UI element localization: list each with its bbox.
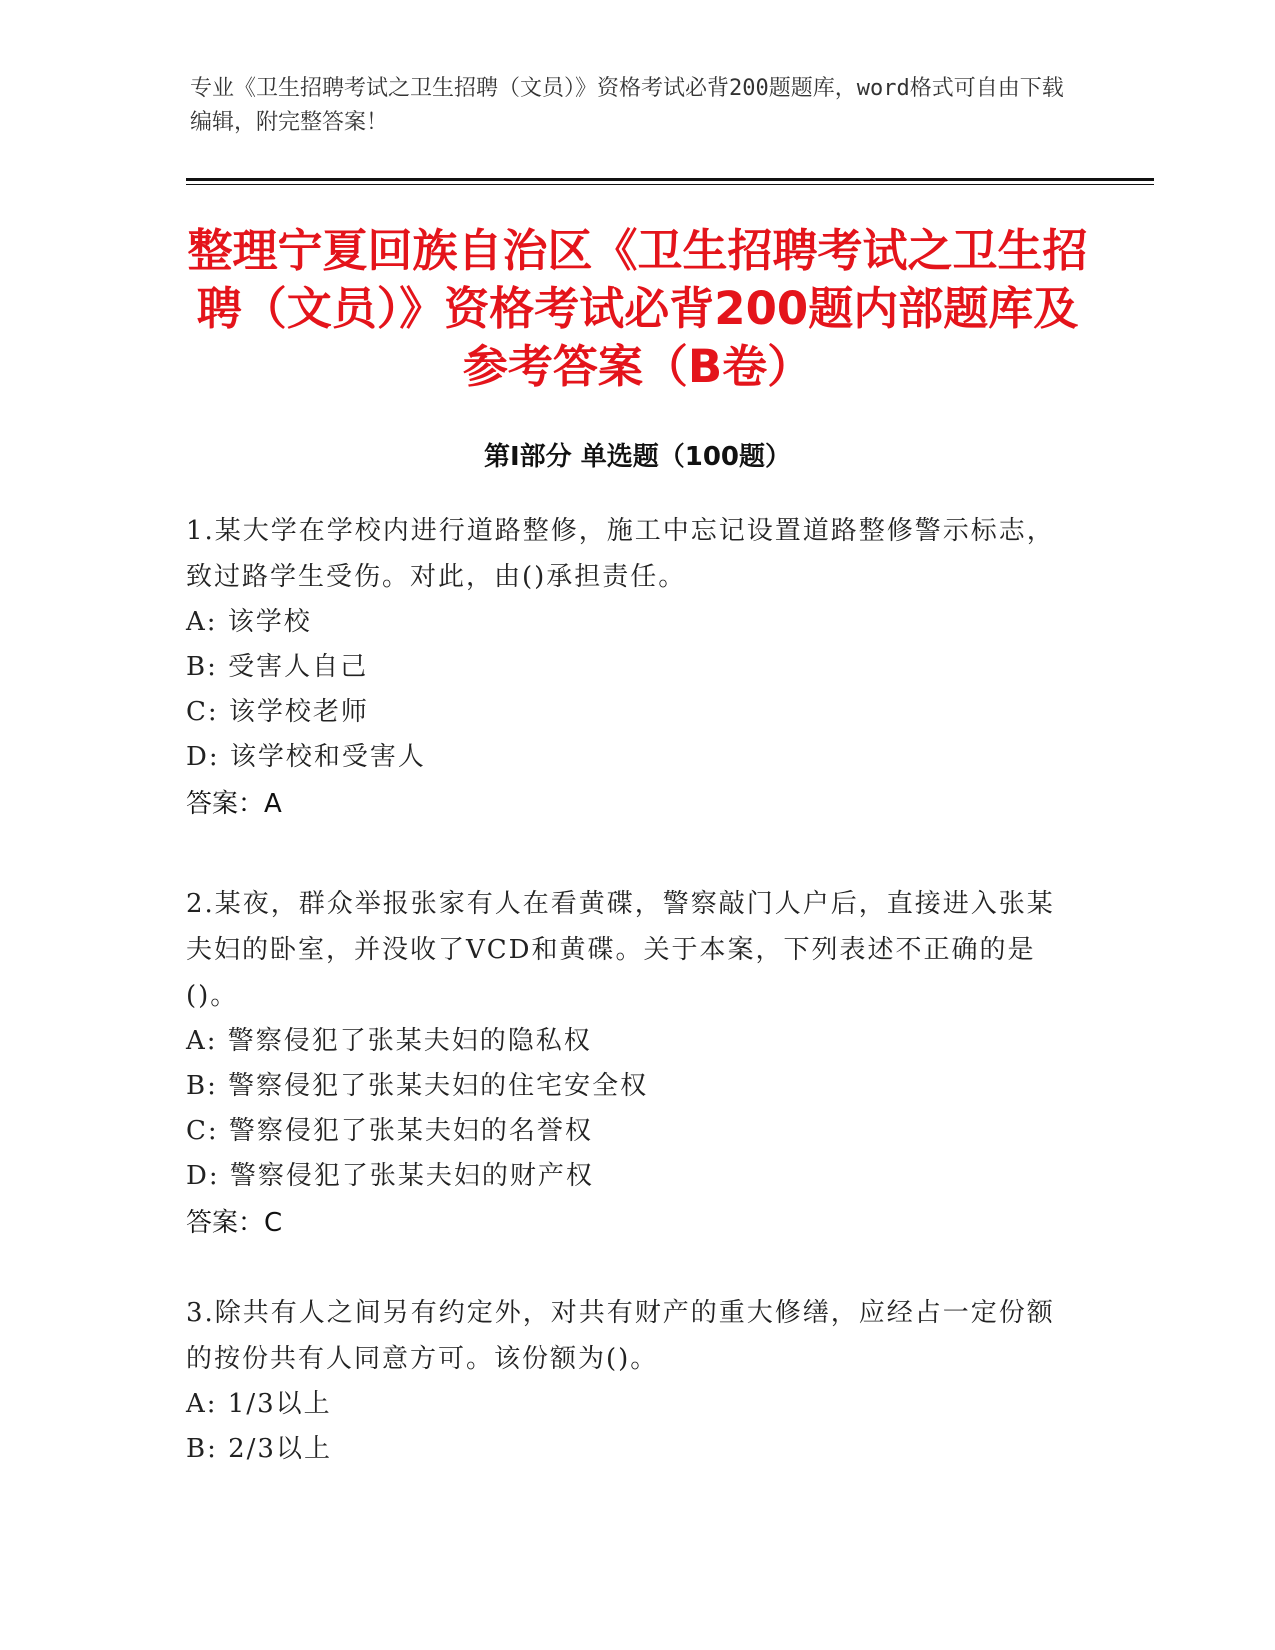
option-a: A: 该学校 — [186, 607, 312, 637]
option-b: B: 2/3以上 — [186, 1434, 332, 1464]
answer: 答案：C — [186, 1208, 283, 1238]
question-stem: 3.除共有人之间另有约定外，对共有财产的重大修缮，应经占一定份额的按份共有人同意方可。该份额为()。 — [186, 1298, 1055, 1374]
question-stem: 2.某夜，群众举报张家有人在看黄碟，警察敲门人户后，直接进入张某夫妇的卧室，并没收了VCD和黄碟。关于本案，下列表述不正确的是()。 — [186, 889, 1055, 1011]
option-d: D: 警察侵犯了张某夫妇的财产权 — [186, 1161, 594, 1191]
header-divider-thick — [186, 178, 1154, 181]
document-title: 整理宁夏回族自治区《卫生招聘考试之卫生招聘（文员）》资格考试必背200题内部题库及参考答案（B卷） — [187, 224, 1088, 393]
option-b: B: 受害人自己 — [186, 652, 369, 682]
question-1 — [186, 508, 1066, 828]
option-a: A: 警察侵犯了张某夫妇的隐私权 — [186, 1026, 592, 1056]
option-b: B: 警察侵犯了张某夫妇的住宅安全权 — [186, 1071, 649, 1101]
question-stem: 1.某大学在学校内进行道路整修，施工中忘记设置道路整修警示标志，致过路学生受伤。对此，由()承担责任。 — [186, 516, 1055, 592]
section-title: 第Ⅰ部分 单选题（100题） — [484, 442, 791, 472]
option-a: A: 1/3以上 — [186, 1389, 332, 1419]
question-3 — [186, 1290, 1066, 1472]
header-note: 专业《卫生招聘考试之卫生招聘（文员）》资格考试必背200题题库，word格式可自由下载编辑，附完整答案！ — [190, 76, 1064, 135]
option-c: C: 警察侵犯了张某夫妇的名誉权 — [186, 1116, 593, 1146]
question-2 — [186, 881, 1066, 1247]
option-c: C: 该学校老师 — [186, 697, 369, 727]
option-d: D: 该学校和受害人 — [186, 742, 426, 772]
header-divider-thin — [186, 184, 1154, 185]
answer: 答案：A — [186, 789, 282, 819]
